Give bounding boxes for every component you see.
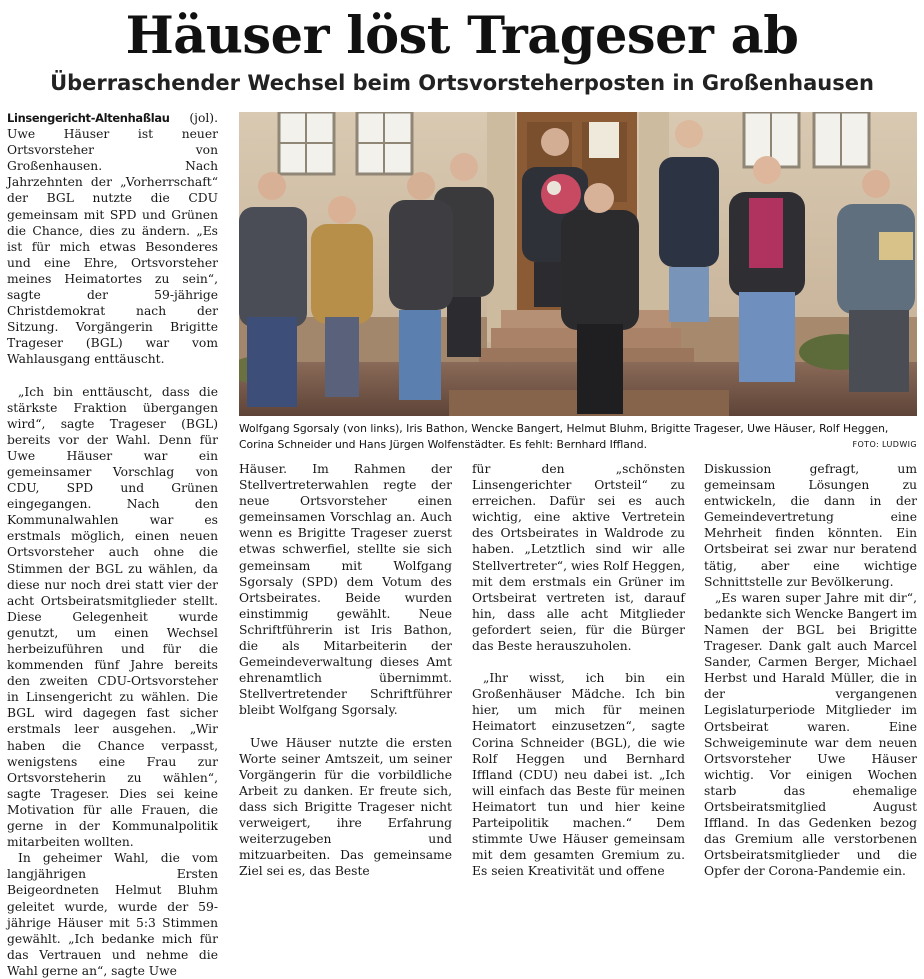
article-column-1 — [7, 110, 218, 979]
subheadline: Überraschender Wechsel beim Ortsvorsteherposten in Großenhausen — [50, 71, 874, 95]
article-paragraph: In geheimer Wahl, die vom langjährigen Ersten Beigeordneten Helmut Bluhm geleitet wurde, wurde der 59-jährige Häuser mit 5:3 Stimmen gewählt. „Ich bedanke mich für das Vertrauen und nehme die Wahl gerne an“, sagte Uwe — [7, 851, 218, 978]
photo-caption — [239, 421, 917, 453]
article-paragraph: für den „schönsten Linsengerichter Ortsteil“ zu erreichen. Dafür sei es auch wichtig, eine aktive Vertretein des Ortsbeirates in Waldrode zu haben. „Letztlich sind wir alle Stellvertreter“, wies Rolf Heggen, mit dem erstmals ein Grüner im Ortsbeirat vertreten ist, darauf hin, dass alle acht Mitglieder gefordert seien, für die Bürger das Beste herauszuholen. — [472, 462, 685, 654]
article-paragraph: Häuser. Im Rahmen der Stellvertreterwahlen regte der neue Ortsvorsteher einen gemeinsamen Vorschlag an. Auch wenn es Brigitte Trageser zuerst etwas schwerfiel, stellte sie sich gemeinsam mit Wolfgang Sgorsaly (SPD) dem Votum des Ortsbeirates. Beide wurden einstimmig gewählt. Neue Schriftführerin ist Iris Bathon, die als Mitarbeiterin der Gemeindeverwaltung dieses Amt ehrenamtlich übernimmt. Stellvertretender Schriftführer bleibt Wolfgang Sgorsaly. — [239, 462, 452, 718]
lead-text: (jol). Uwe Häuser ist neuer Ortsvorsteher von Großenhausen. Nach Jahrzehnten der „Vorherrschaft“ der BGL nutzte die CDU gemeinsam mit SPD und Grünen die Chance, dies zu ändern. „Es ist für mich etwas Besonderes und eine Ehre, Ortsvorsteher meines Heimatortes zu sein“, sagte der 59-jährige Christdemokrat nach der Sitzung. Vorgängerin Brigitte Trageser (BGL) war vom Wahlausgang enttäuscht. — [7, 111, 218, 367]
article-lead — [7, 110, 218, 368]
article-paragraph: „Ihr wisst, ich bin ein Großenhäuser Mädche. Ich bin hier, um mich für meinen Heimatort einzusetzen“, sagte Corina Schneider (BGL), die wie Rolf Heggen und Bernhard Iffland (CDU) neu dabei ist. „Ich will einfach das Beste für meinen Heimatort tun und hier keine Parteipolitik machen.“ Dem stimmte Uwe Häuser gemeinsam mit dem gesamten Gremium zu. Es seien Kreativität und offene — [472, 671, 685, 879]
article-paragraph: Diskussion gefragt, um gemeinsam Lösungen zu entwickeln, die dann in der Gemeindevertretung eine Mehrheit finden könnten. Ein Ortsbeirat sei zwar nur beratend tätig, aber eine wichtige Schnittstelle zur Bevölkerung. — [704, 462, 917, 589]
article-paragraph: „Es waren super Jahre mit dir“, bedankte sich Wencke Bangert im Namen der BGL bei Brigitte Trageser. Dank galt auch Marcel Sander, Carmen Berger, Michael Herbst und Harald Müller, die in der vergangenen Legislaturperiode Mitglieder im Ortsbeirat waren. Eine Schweigeminute war dem neuen Ortsvorsteher Uwe Häuser wichtig. Vor einigen Wochen starb das ehemalige Ortsbeiratsmitglied August Iffland. In das Gedenken bezog das Gremium alle verstorbenen Ortsbeiratsmitglieder und die Opfer der Corona-Pandemie ein. — [704, 590, 917, 879]
caption-line-2: Corina Schneider und Hans Jürgen Wolfenstädter. Es fehlt: Bernhard Iffland. — [239, 438, 648, 451]
article-column-3 — [472, 461, 685, 879]
article-column-4 — [704, 461, 917, 879]
article-paragraph: Uwe Häuser nutzte die ersten Worte seiner Amtszeit, um seiner Vorgängerin für die vorbildliche Arbeit zu danken. Er freute sich, dass sich Brigitte Trageser nicht verweigert, ihre Erfahrung weiterzugeben und mitzuarbeiten. Das gemeinsame Ziel sei es, das Beste — [239, 735, 452, 879]
photo-credit: FOTO: LUDWIG — [852, 440, 917, 449]
dateline: Linsengericht-Altenhaßlau — [7, 111, 170, 125]
article-paragraph: „Ich bin enttäuscht, dass die stärkste Fraktion übergangen wird“, sagte Trageser (BGL) bereits vor der Wahl. Denn für Uwe Häuser war ein gemeinsamer Vorschlag von CDU, SPD und Grünen eingegangen. Nach den Kommunalwahlen war es erstmals möglich, einen neuen Ortsvorsteher auch ohne die Stimmen der BGL zu wählen, da diese nur noch drei statt vier der acht Ortsbeiratsmitglieder stellt. Diese Gelegenheit wurde genutzt, um einen Wechsel herbeizuführen und für die kommenden fünf Jahre bereits den zweiten CDU-Ortsvorsteher in Linsengericht zu wählen. Die BGL wird dagegen fast sicher erstmals leer ausgehen. „Wir haben die Chance verpasst, wenigstens eine Frau zur Ortsvorsteherin zu wählen“, sagte Trageser. Dies sei keine Motivation für alle Frauen, die gerne in der Kommunalpolitik mitarbeiten wollten. — [7, 384, 218, 850]
group-photo-illustration — [239, 112, 917, 416]
headline: Häuser löst Trageser ab — [125, 6, 799, 66]
caption-line-1: Wolfgang Sgorsaly (von links), Iris Bathon, Wencke Bangert, Helmut Bluhm, Brigitte Trageser, Uwe Häuser, Rolf Heggen, — [239, 422, 889, 435]
article-column-2 — [239, 461, 452, 879]
group-photo — [239, 112, 917, 416]
